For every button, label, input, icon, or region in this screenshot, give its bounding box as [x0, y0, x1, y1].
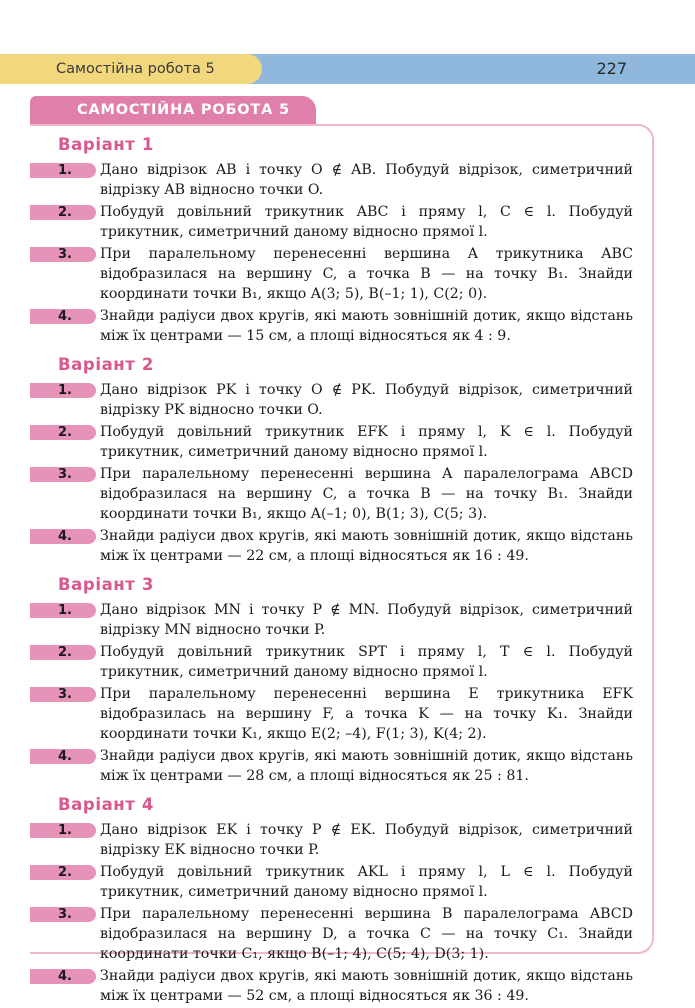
- task-number: 4.: [58, 969, 72, 984]
- task-text: Побудуй довільний трикутник EFK і пряму l, K ∈ l. Побудуй трикутник, симетричний даному відносно прямої l.: [100, 424, 633, 460]
- header-bar: [0, 54, 695, 84]
- task-item: [0, 862, 695, 902]
- task-item: [0, 966, 695, 1006]
- task-text: Побудуй довільний трикутник SPT і пряму l, T ∈ l. Побудуй трикутник, симетричний даному відносно прямої l.: [100, 644, 633, 680]
- task-text: Дано відрізок EK і точку P ∉ EK. Побудуй відрізок, симетричний відрізку EK відносно точки P.: [100, 822, 633, 858]
- task-text: Дано відрізок MN і точку P ∉ MN. Побудуй відрізок, симетричний відрізку MN відносно точки P.: [100, 602, 633, 638]
- task-text: При паралельному перенесенні вершина E трикутника EFK відобразилась на вершину F, а точка K — на точку K₁. Знайди координати точки K₁, якщо E(2; –4), F(1; 3), K(4; 2).: [100, 686, 633, 742]
- task-number-badge: [30, 467, 96, 482]
- task-number: 3.: [58, 467, 72, 482]
- task-item: [0, 160, 695, 200]
- task-number-badge: [30, 529, 96, 544]
- task-item: [0, 746, 695, 786]
- task-number-badge: [30, 205, 96, 220]
- task-item: [0, 202, 695, 242]
- task-number: 1.: [58, 383, 72, 398]
- task-item: [0, 904, 695, 964]
- page-number: 227: [596, 59, 627, 78]
- task-number-badge: [30, 865, 96, 880]
- task-number-badge: [30, 603, 96, 618]
- task-list: [0, 130, 695, 1008]
- task-number-badge: [30, 823, 96, 838]
- task-number: 4.: [58, 309, 72, 324]
- task-number-badge: [30, 687, 96, 702]
- variant-title: Варіант 1: [58, 135, 154, 154]
- task-number: 3.: [58, 907, 72, 922]
- task-number: 3.: [58, 247, 72, 262]
- section-title-tab: [30, 96, 316, 124]
- task-number: 1.: [58, 603, 72, 618]
- task-number: 3.: [58, 687, 72, 702]
- task-text: Знайди радіуси двох кругів, які мають зовнішній дотик, якщо відстань між їх центрами — 28 см, а площі відносяться як 25 : 81.: [100, 748, 633, 784]
- task-number: 2.: [58, 645, 72, 660]
- task-item: [0, 380, 695, 420]
- task-item: [0, 642, 695, 682]
- variant-title: Варіант 2: [58, 355, 154, 374]
- task-item: [0, 422, 695, 462]
- task-item: [0, 526, 695, 566]
- task-item: [0, 600, 695, 640]
- task-number: 4.: [58, 749, 72, 764]
- variant-title: Варіант 3: [58, 575, 154, 594]
- variant-title: Варіант 4: [58, 795, 154, 814]
- task-number: 1.: [58, 823, 72, 838]
- task-item: [0, 306, 695, 346]
- task-item: [0, 820, 695, 860]
- task-text: При паралельному перенесенні вершина B паралелограма ABCD відобразилася на вершину D, а точка C — на точку C₁. Знайди координати точки C₁, якщо B(–1; 4), C(5; 4), D(3; 1).: [100, 906, 633, 962]
- task-number-badge: [30, 749, 96, 764]
- task-number-badge: [30, 163, 96, 178]
- task-text: Знайди радіуси двох кругів, які мають зовнішній дотик, якщо відстань між їх центрами — 15 см, а площі відносяться як 4 : 9.: [100, 308, 633, 344]
- task-text: Побудуй довільний трикутник ABC і пряму l, C ∈ l. Побудуй трикутник, симетричний даному відносно прямої l.: [100, 204, 633, 240]
- variant-1: [0, 130, 695, 346]
- task-number: 2.: [58, 205, 72, 220]
- task-item: [0, 684, 695, 744]
- task-number: 4.: [58, 529, 72, 544]
- task-text: Побудуй довільний трикутник AKL і пряму l, L ∈ l. Побудуй трикутник, симетричний даному відносно прямої l.: [100, 864, 633, 900]
- task-number-badge: [30, 425, 96, 440]
- task-text: Дано відрізок AB і точку O ∉ AB. Побудуй відрізок, симетричний відрізку AB відносно точки O.: [100, 162, 633, 198]
- task-number-badge: [30, 645, 96, 660]
- task-number-badge: [30, 309, 96, 324]
- task-number-badge: [30, 247, 96, 262]
- header-tab: [0, 54, 262, 84]
- task-text: При паралельному перенесенні вершина A паралелограма ABCD відобразилася на вершину C, а точка B — на точку B₁. Знайди координати точки B₁, якщо A(–1; 0), B(1; 3), C(5; 3).: [100, 466, 633, 522]
- section-title: САМОСТІЙНА РОБОТА 5: [77, 102, 290, 118]
- task-text: При паралельному перенесенні вершина A трикутника ABC відобразилася на вершину C, а точка B — на точку B₁. Знайди координати точки B₁, якщо A(3; 5), B(–1; 1), C(2; 0).: [100, 246, 633, 302]
- task-item: [0, 244, 695, 304]
- variant-4: [0, 790, 695, 1006]
- task-text: Знайди радіуси двох кругів, які мають зовнішній дотик, якщо відстань між їх центрами — 22 см, а площі відносяться як 16 : 49.: [100, 528, 633, 564]
- task-text: Знайди радіуси двох кругів, які мають зовнішній дотик, якщо відстань між їх центрами — 52 см, а площі відносяться як 36 : 49.: [100, 968, 633, 1004]
- task-item: [0, 464, 695, 524]
- task-number: 1.: [58, 163, 72, 178]
- variant-3: [0, 570, 695, 786]
- task-number-badge: [30, 907, 96, 922]
- task-number: 2.: [58, 865, 72, 880]
- task-number: 2.: [58, 425, 72, 440]
- task-text: Дано відрізок PK і точку O ∉ PK. Побудуй відрізок, симетричний відрізку PK відносно точки O.: [100, 382, 633, 418]
- variant-2: [0, 350, 695, 566]
- task-number-badge: [30, 383, 96, 398]
- header-tab-label: Самостійна робота 5: [56, 61, 215, 77]
- task-number-badge: [30, 969, 96, 984]
